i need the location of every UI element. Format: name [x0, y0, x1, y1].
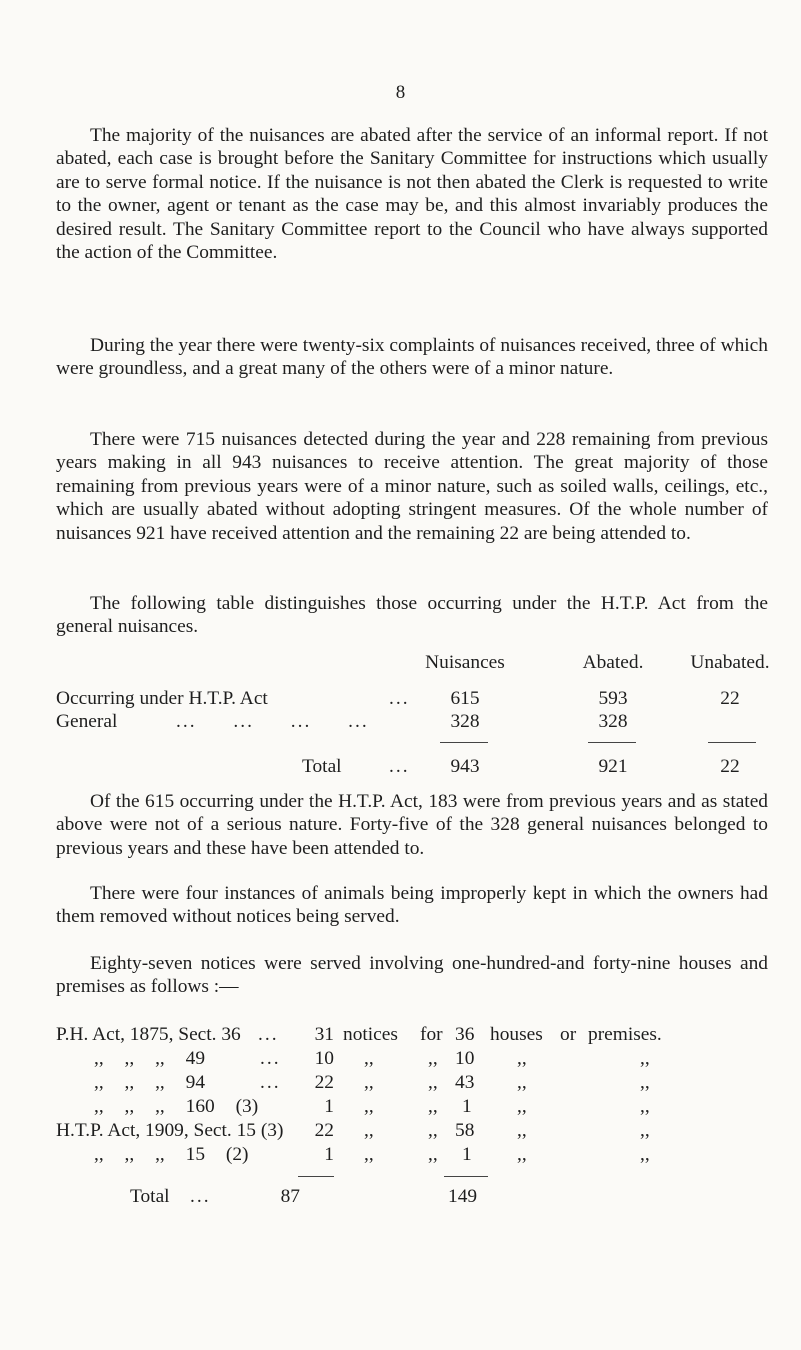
- notice-count: 31: [314, 1024, 334, 1045]
- cell-nuisances: 328: [450, 711, 480, 732]
- paragraph-nuisances-detected: There were 715 nuisances detected during the year and 228 remaining from previous years making in all 943 nuisances to receive attention. The great majority of those remaining from previous years were of a minor nature, such as soiled walls, ceilings, etc., which are usually abated without adopting stringent measures. Of the whole number of nuisances 921 have received attention and the remaining 22 are being attended to.: [56, 429, 768, 544]
- act-section: ,, ,, ,, 15 (2): [94, 1144, 249, 1165]
- leader-dots: ... ... ... ...: [176, 711, 369, 732]
- leader-dots: ...: [258, 1024, 279, 1045]
- word-notices: ,,: [364, 1072, 374, 1093]
- notice-count: 10: [314, 1048, 334, 1069]
- leader-dots: ...: [190, 1186, 211, 1207]
- notice-count: 1: [324, 1096, 334, 1117]
- row-label: General: [56, 711, 118, 732]
- sum-rule: [444, 1176, 488, 1177]
- word-houses: ,,: [517, 1144, 527, 1165]
- paragraph-htp-detail: Of the 615 occurring under the H.T.P. Act, 183 were from previous years and as stated above were not of a serious nature. Forty-five of the 328 general nuisances belonged to previous years and these have been attended to.: [56, 791, 768, 859]
- word-premises: ,,: [640, 1072, 650, 1093]
- total-abated: 921: [598, 756, 628, 777]
- house-count: 1: [462, 1096, 472, 1117]
- cell-abated: 328: [598, 711, 628, 732]
- sum-rule: [440, 742, 488, 743]
- word-for: ,,: [428, 1096, 438, 1117]
- house-count: 36: [455, 1024, 475, 1045]
- word-notices: notices: [343, 1024, 398, 1045]
- act-section: ,, ,, ,, 49: [94, 1048, 206, 1069]
- word-notices: ,,: [364, 1144, 374, 1165]
- leader-dots: ...: [389, 688, 410, 709]
- paragraph-animals: There were four instances of animals being improperly kept in which the owners had them removed without notices being served.: [56, 883, 768, 928]
- total-nuisances: 943: [450, 756, 480, 777]
- row-label: Occurring under H.T.P. Act: [56, 688, 268, 709]
- total-notices: 87: [280, 1186, 300, 1207]
- word-for: ,,: [428, 1072, 438, 1093]
- sum-rule: [708, 742, 756, 743]
- cell-abated: 593: [598, 688, 628, 709]
- word-for: ,,: [428, 1120, 438, 1141]
- word-houses: houses: [490, 1024, 543, 1045]
- word-premises: ,,: [640, 1048, 650, 1069]
- word-houses: ,,: [517, 1048, 527, 1069]
- word-premises: ,,: [640, 1096, 650, 1117]
- word-notices: ,,: [364, 1048, 374, 1069]
- leader-dots: ...: [389, 756, 410, 777]
- notice-count: 22: [314, 1072, 334, 1093]
- word-for: ,,: [428, 1144, 438, 1165]
- paragraph-notices-intro: Eighty-seven notices were served involving one-hundred-and forty-nine houses and premises as follows :—: [56, 953, 768, 998]
- sum-rule: [588, 742, 636, 743]
- act-section: H.T.P. Act, 1909, Sect. 15 (3): [56, 1120, 284, 1141]
- word-houses: ,,: [517, 1096, 527, 1117]
- house-count: 1: [462, 1144, 472, 1165]
- house-count: 43: [455, 1072, 475, 1093]
- word-for: for: [420, 1024, 443, 1045]
- paragraph-informal-report: The majority of the nuisances are abated after the service of an informal report. If not abated, each case is brought before the Sanitary Committee for instructions which usually are to serve formal notice. If the nuisance is not then abated the Clerk is requested to write to the owner, agent or tenant as the case may be, and this almost invariably produces the desired result. The Sanitary Committee report to the Council who have always supported the action of the Committee.: [56, 125, 768, 264]
- sum-rule: [298, 1176, 334, 1177]
- notice-count: 1: [324, 1144, 334, 1165]
- word-notices: ,,: [364, 1096, 374, 1117]
- word-notices: ,,: [364, 1120, 374, 1141]
- paragraph-complaints: During the year there were twenty-six complaints of nuisances received, three of which were groundless, and a great many of the others were of a minor nature.: [56, 335, 768, 380]
- header-nuisances: Nuisances: [425, 652, 505, 673]
- leader-dots: ...: [260, 1072, 281, 1093]
- cell-unabated: 22: [720, 688, 740, 709]
- paragraph-table-intro: The following table distinguishes those occurring under the H.T.P. Act from the general nuisances.: [56, 593, 768, 638]
- header-unabated: Unabated.: [690, 652, 770, 673]
- total-unabated: 22: [720, 756, 740, 777]
- notice-count: 22: [314, 1120, 334, 1141]
- header-abated: Abated.: [582, 652, 644, 673]
- house-count: 10: [455, 1048, 475, 1069]
- act-section: ,, ,, ,, 160 (3): [94, 1096, 259, 1117]
- word-premises: ,,: [640, 1120, 650, 1141]
- word-premises: ,,: [640, 1144, 650, 1165]
- word-premises: premises.: [588, 1024, 662, 1045]
- word-or: or: [560, 1024, 577, 1045]
- total-label: Total: [130, 1186, 170, 1207]
- total-label: Total: [302, 756, 342, 777]
- word-houses: ,,: [517, 1072, 527, 1093]
- total-houses: 149: [448, 1186, 478, 1207]
- act-section: P.H. Act, 1875, Sect. 36: [56, 1024, 241, 1045]
- word-for: ,,: [428, 1048, 438, 1069]
- leader-dots: ...: [260, 1048, 281, 1069]
- house-count: 58: [455, 1120, 475, 1141]
- cell-nuisances: 615: [450, 688, 480, 709]
- word-houses: ,,: [517, 1120, 527, 1141]
- page-number: 8: [395, 82, 406, 103]
- act-section: ,, ,, ,, 94: [94, 1072, 206, 1093]
